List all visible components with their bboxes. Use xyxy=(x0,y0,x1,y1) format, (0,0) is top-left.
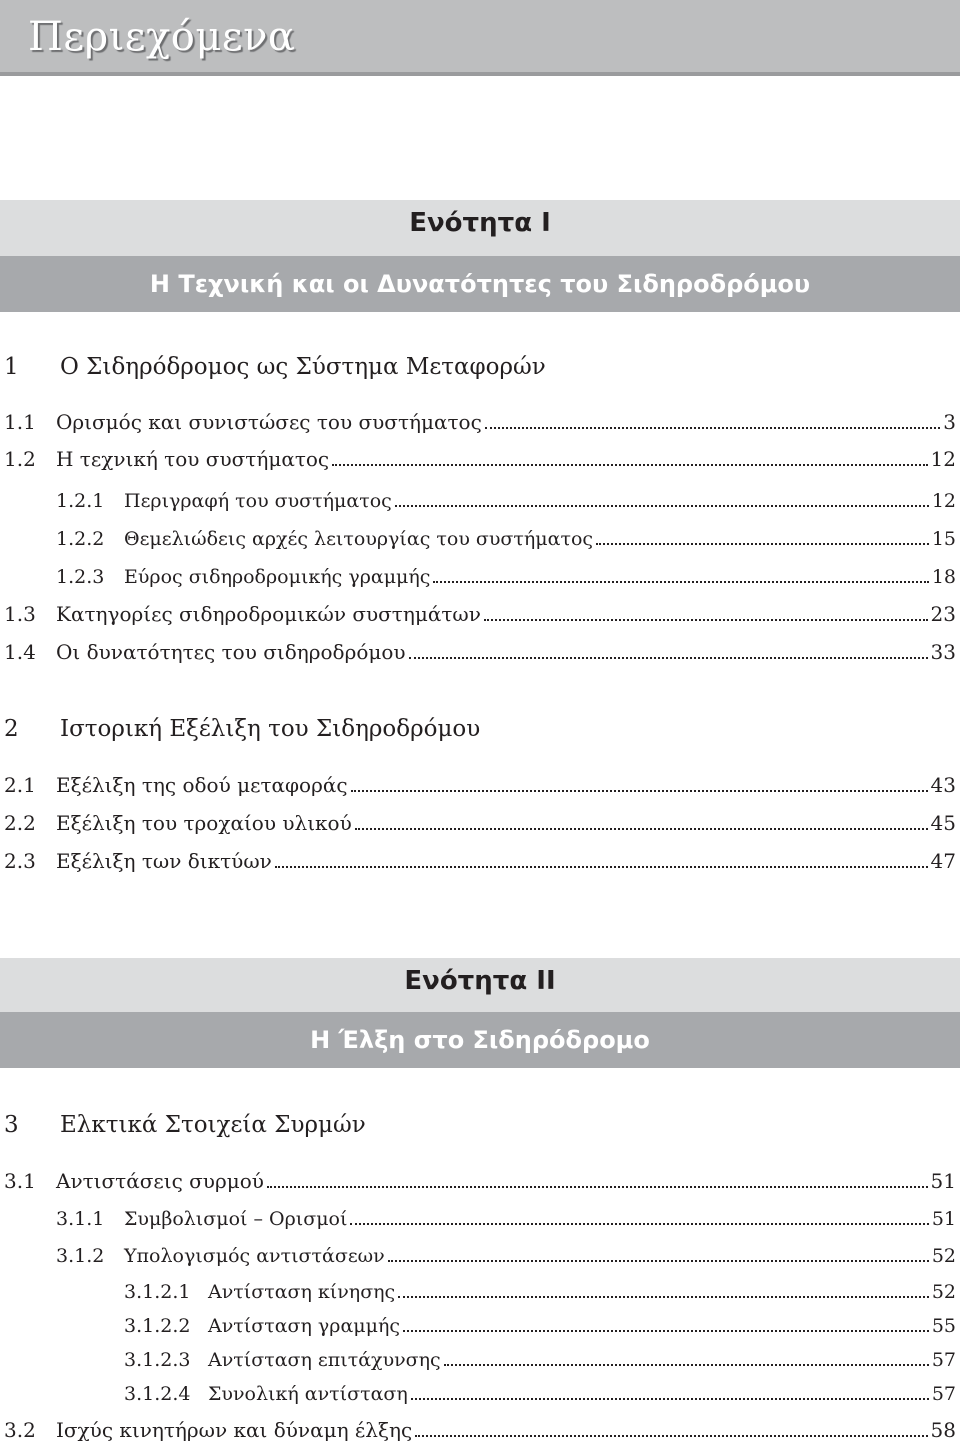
entry-title: Συνολική αντίσταση xyxy=(208,1383,408,1405)
page-title: Περιεχόμενα xyxy=(28,14,296,60)
toc-entry[interactable] xyxy=(4,640,956,664)
dot-leader xyxy=(409,656,928,659)
unit-2-heading: Ενότητα ΙΙ xyxy=(404,966,556,996)
unit-2-subtitle-band xyxy=(0,1012,960,1068)
dot-leader xyxy=(332,463,927,466)
chapter-heading xyxy=(4,354,546,380)
dot-leader xyxy=(596,542,929,545)
dot-leader xyxy=(398,1295,929,1298)
entry-number: 3.1.2.1 xyxy=(124,1281,191,1303)
entry-number: 1.4 xyxy=(4,640,36,664)
entry-page: 57 xyxy=(931,1349,956,1371)
entry-page: 47 xyxy=(930,849,956,873)
entry-number: 1.2.1 xyxy=(56,490,105,512)
entry-page: 43 xyxy=(930,773,956,797)
toc-entry[interactable] xyxy=(4,811,956,835)
entry-number: 3.1.2 xyxy=(56,1245,105,1267)
entry-number: 3.1.2.2 xyxy=(124,1315,191,1337)
entry-title: Ισχύς κινητήρων και δύναμη έλξης xyxy=(56,1418,413,1442)
entry-title: Συμβολισμοί – Ορισμοί xyxy=(124,1208,348,1230)
chapter-heading xyxy=(4,1112,366,1138)
entry-title: Εξέλιξη των δικτύων xyxy=(56,849,272,873)
unit-1-subtitle: Η Τεχνική και οι Δυνατότητες του Σιδηροδρόμου xyxy=(149,270,811,298)
entry-page: 51 xyxy=(930,1169,956,1193)
toc-entry[interactable] xyxy=(4,447,956,471)
entry-page: 45 xyxy=(930,811,956,835)
entry-title: Αντίσταση επιτάχυνσης xyxy=(208,1349,441,1371)
dot-leader xyxy=(403,1329,929,1332)
entry-page: 57 xyxy=(931,1383,956,1405)
entry-number: 1.2.2 xyxy=(56,528,105,550)
dot-leader xyxy=(395,504,929,507)
entry-number: 1.2 xyxy=(4,447,36,471)
dot-leader xyxy=(433,580,928,583)
toc-entry[interactable] xyxy=(56,528,956,550)
unit-2-subtitle: Η Έλξη στο Σιδηρόδρομο xyxy=(310,1026,650,1054)
entry-number: 3.1 xyxy=(4,1169,36,1193)
entry-number: 2.1 xyxy=(4,773,36,797)
entry-title: Οι δυνατότητες του σιδηροδρόμου xyxy=(56,640,406,664)
toc-entry[interactable] xyxy=(4,849,956,873)
entry-title: Υπολογισμός αντιστάσεων xyxy=(124,1245,385,1267)
toc-entry[interactable] xyxy=(4,410,956,434)
entry-number: 1.2.3 xyxy=(56,566,105,588)
dot-leader xyxy=(444,1363,929,1366)
entry-page: 18 xyxy=(931,566,956,588)
entry-page: 52 xyxy=(931,1281,956,1303)
chapter-heading xyxy=(4,716,480,742)
unit-1-heading: Ενότητα Ι xyxy=(409,208,551,238)
entry-number: 1.3 xyxy=(4,602,36,626)
title-bar xyxy=(0,0,960,76)
toc-entry[interactable] xyxy=(56,1208,956,1230)
chapter-number: 2 xyxy=(4,716,19,742)
toc-entry[interactable] xyxy=(4,1418,956,1442)
unit-1-subtitle-band xyxy=(0,256,960,312)
toc-entry[interactable] xyxy=(56,566,956,588)
toc-entry[interactable] xyxy=(4,773,956,797)
entry-title: Η τεχνική του συστήματος xyxy=(56,447,330,471)
entry-title: Θεμελιώδεις αρχές λειτουργίας του συστήματος xyxy=(124,528,594,550)
entry-number: 3.1.1 xyxy=(56,1208,105,1230)
dot-leader xyxy=(415,1434,927,1437)
entry-page: 12 xyxy=(930,447,956,471)
entry-number: 3.1.2.4 xyxy=(124,1383,191,1405)
toc-entry[interactable] xyxy=(4,1169,956,1193)
entry-title: Κατηγορίες σιδηροδρομικών συστημάτων xyxy=(56,602,481,626)
entry-title: Εξέλιξη του τροχαίου υλικού xyxy=(56,811,352,835)
entry-number: 3.1.2.3 xyxy=(124,1349,191,1371)
dot-leader xyxy=(275,865,928,868)
dot-leader xyxy=(484,618,928,621)
entry-number: 2.2 xyxy=(4,811,36,835)
toc-entry[interactable] xyxy=(56,490,956,512)
entry-number: 2.3 xyxy=(4,849,36,873)
entry-page: 52 xyxy=(931,1245,956,1267)
dot-leader xyxy=(351,789,928,792)
entry-title: Εύρος σιδηροδρομικής γραμμής xyxy=(124,566,431,588)
entry-title: Ορισμός και συνιστώσες του συστήματος xyxy=(56,410,482,434)
entry-page: 51 xyxy=(931,1208,956,1230)
entry-number: 1.1 xyxy=(4,410,36,434)
toc-entry[interactable] xyxy=(124,1281,956,1303)
chapter-number: 1 xyxy=(4,354,19,380)
entry-page: 23 xyxy=(930,602,956,626)
entry-page: 58 xyxy=(930,1418,956,1442)
entry-page: 12 xyxy=(931,490,956,512)
entry-page: 15 xyxy=(931,528,956,550)
entry-page: 3 xyxy=(943,410,956,434)
entry-page: 33 xyxy=(930,640,956,664)
entry-title: Αντίσταση κίνησης xyxy=(208,1281,396,1303)
toc-entry[interactable] xyxy=(124,1349,956,1371)
toc-entry[interactable] xyxy=(4,602,956,626)
dot-leader xyxy=(350,1222,928,1225)
chapter-title: Ελκτικά Στοιχεία Συρμών xyxy=(60,1112,366,1138)
entry-title: Εξέλιξη της οδού μεταφοράς xyxy=(56,773,348,797)
chapter-title: Ο Σιδηρόδρομος ως Σύστημα Μεταφορών xyxy=(60,354,546,380)
dot-leader xyxy=(485,426,940,429)
entry-title: Αντίσταση γραμμής xyxy=(208,1315,401,1337)
chapter-title: Ιστορική Εξέλιξη του Σιδηροδρόμου xyxy=(60,716,481,742)
dot-leader xyxy=(411,1397,929,1400)
entry-page: 55 xyxy=(931,1315,956,1337)
dot-leader xyxy=(388,1259,929,1262)
entry-title: Περιγραφή του συστήματος xyxy=(124,490,392,512)
entry-title: Αντιστάσεις συρμού xyxy=(56,1169,264,1193)
toc-entry[interactable] xyxy=(56,1245,956,1267)
toc-entry[interactable] xyxy=(124,1315,956,1337)
toc-entry[interactable] xyxy=(124,1383,956,1405)
chapter-number: 3 xyxy=(4,1112,19,1138)
dot-leader xyxy=(355,827,928,830)
entry-number: 3.2 xyxy=(4,1418,36,1442)
dot-leader xyxy=(267,1185,928,1188)
